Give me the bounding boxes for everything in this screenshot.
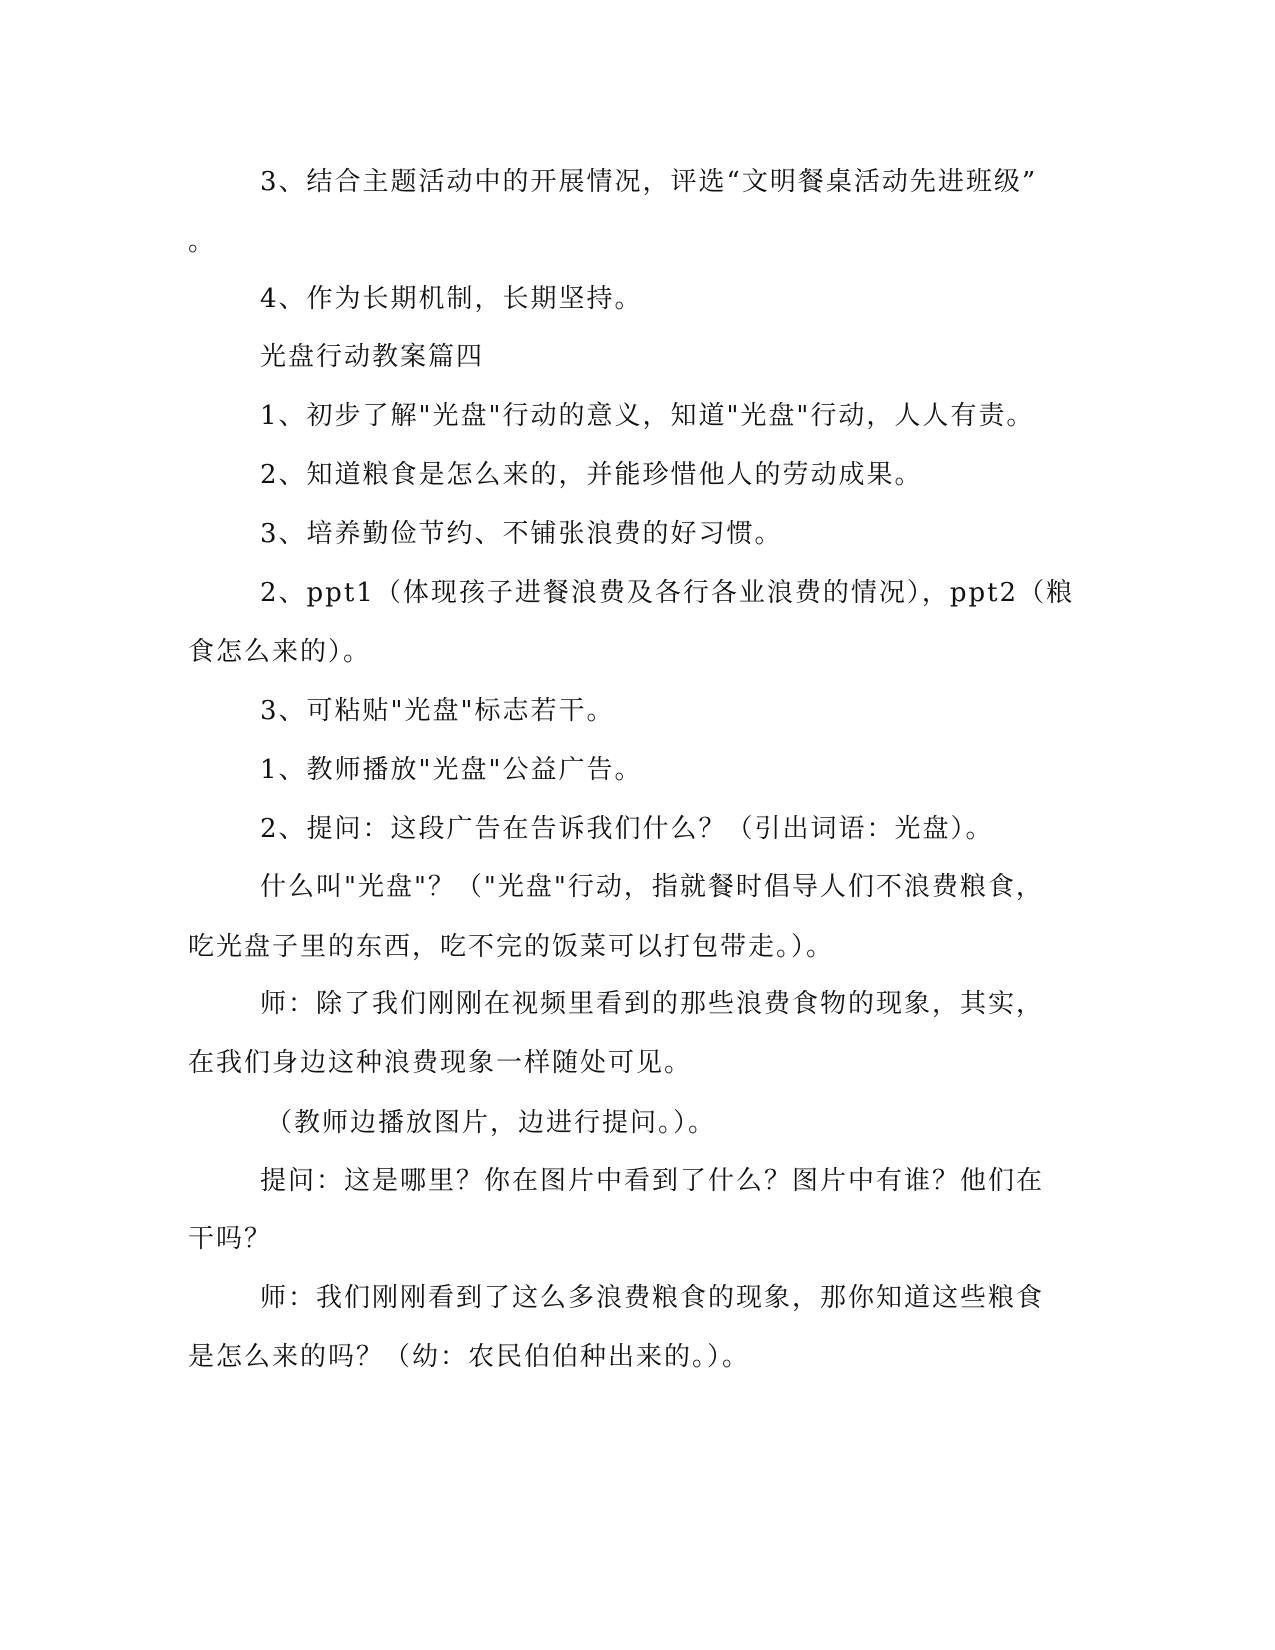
text-line: 1、教师播放"光盘"公益广告。	[260, 755, 643, 785]
section-heading: 光盘行动教案篇四	[260, 342, 485, 372]
text-line: （教师边播放图片，边进行提问。）。	[266, 1108, 717, 1138]
text-line: 师：我们刚刚看到了这么多浪费粮食的现象，那你知道这些粮食	[260, 1283, 1045, 1313]
text-line: 在我们身边这种浪费现象一样随处可见。	[188, 1048, 693, 1078]
text-line: 2、提问：这段广告在告诉我们什么？（引出词语：光盘）。	[260, 814, 994, 844]
text-line: 干吗？	[188, 1224, 273, 1254]
text-line: 。	[188, 227, 217, 257]
text-line: 3、可粘贴"光盘"标志若干。	[260, 696, 615, 726]
text-line: 2、ppt1（体现孩子进餐浪费及各行各业浪费的情况），ppt2（粮	[260, 578, 1075, 608]
text-line: 是怎么来的吗？（幼：农民伯伯种出来的。）。	[188, 1342, 751, 1372]
text-line: 2、知道粮食是怎么来的，并能珍惜他人的劳动成果。	[260, 460, 923, 490]
text-line: 什么叫"光盘"？（"光盘"行动，指就餐时倡导人们不浪费粮食，	[260, 872, 1044, 902]
text-line: 3、结合主题活动中的开展情况，评选“文明餐桌活动先进班级”	[260, 167, 1038, 197]
text-line: 3、培养勤俭节约、不铺张浪费的好习惯。	[260, 519, 783, 549]
text-line: 提问：这是哪里？你在图片中看到了什么？图片中有谁？他们在	[260, 1166, 1045, 1196]
text-line: 4、作为长期机制，长期坚持。	[260, 284, 643, 314]
text-line: 1、初步了解"光盘"行动的意义，知道"光盘"行动，人人有责。	[260, 401, 1035, 431]
text-line: 师：除了我们刚刚在视频里看到的那些浪费食物的现象，其实，	[260, 989, 1045, 1019]
text-line: 吃光盘子里的东西，吃不完的饭菜可以打包带走。）。	[188, 932, 835, 962]
text-line: 食怎么来的）。	[188, 637, 372, 667]
